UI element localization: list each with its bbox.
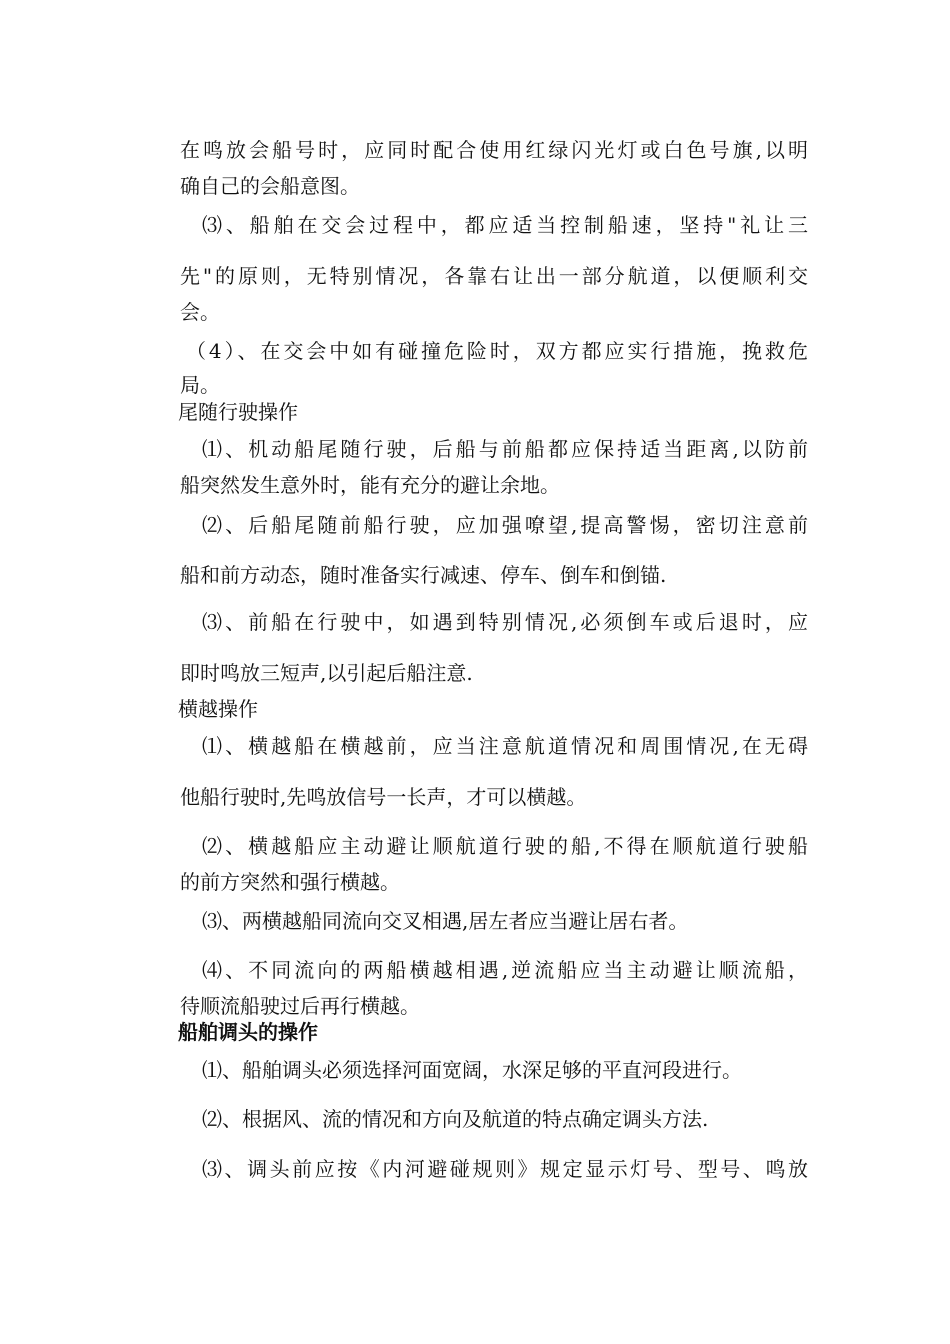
- paragraph-line-7: 局。: [180, 373, 220, 397]
- paragraph-line-6: （4）、在交会中如有碰撞危险时，双方都应实行措施，挽救危: [186, 339, 808, 363]
- paragraph-line-20: ⑶、两横越船同流向交叉相遇,居左者应当避让居右者。: [202, 909, 689, 933]
- paragraph-line-1: 在鸣放会船号时，应同时配合使用红绿闪光灯或白色号旗,以明: [180, 138, 808, 162]
- paragraph-line-3: ⑶、船舶在交会过程中，都应适当控制船速，坚持"礼让三: [202, 213, 808, 237]
- paragraph-line-16: ⑴、横越船在横越前，应当注意航道情况和周围情况,在无碍: [202, 734, 808, 758]
- paragraph-line-12: 船和前方动态，随时准备实行减速、停车、倒车和倒锚.: [180, 563, 667, 587]
- paragraph-line-14: 即时鸣放三短声,以引起后船注意.: [180, 661, 473, 685]
- paragraph-line-25: ⑵、根据风、流的情况和方向及航道的特点确定调头方法.: [202, 1107, 709, 1131]
- paragraph-line-19: 的前方突然和强行横越。: [180, 870, 400, 894]
- paragraph-line-21: ⑷、不同流向的两船横越相遇,逆流船应当主动避让顺流船，: [202, 958, 808, 982]
- section-heading-crossing: 横越操作: [178, 697, 258, 721]
- paragraph-line-22: 待顺流船驶过后再行横越。: [180, 994, 420, 1018]
- paragraph-line-13: ⑶、前船在行驶中，如遇到特别情况,必须倒车或后退时，应: [202, 610, 808, 634]
- paragraph-line-17: 他船行驶时,先鸣放信号一长声，才可以横越。: [180, 785, 587, 809]
- paragraph-line-5: 会。: [180, 300, 220, 324]
- paragraph-line-11: ⑵、后船尾随前船行驶，应加强嘹望,提高警惕，密切注意前: [202, 513, 808, 537]
- paragraph-line-26: ⑶、调头前应按《内河避碰规则》规定显示灯号、型号、鸣放: [202, 1157, 808, 1181]
- paragraph-line-10: 船突然发生意外时，能有充分的避让余地。: [180, 473, 560, 497]
- paragraph-line-24: ⑴、船舶调头必须选择河面宽阔，水深足够的平直河段进行。: [202, 1058, 742, 1082]
- paragraph-line-2: 确自己的会船意图。: [180, 174, 360, 198]
- paragraph-line-4: 先"的原则，无特别情况，各靠右让出一部分航道，以便顺利交: [180, 264, 808, 288]
- paragraph-line-9: ⑴、机动船尾随行驶，后船与前船都应保持适当距离,以防前: [202, 437, 808, 461]
- section-heading-turning: 船舶调头的操作: [178, 1020, 318, 1044]
- paragraph-line-18: ⑵、横越船应主动避让顺航道行驶的船,不得在顺航道行驶船: [202, 834, 808, 858]
- section-heading-following: 尾随行驶操作: [178, 400, 298, 424]
